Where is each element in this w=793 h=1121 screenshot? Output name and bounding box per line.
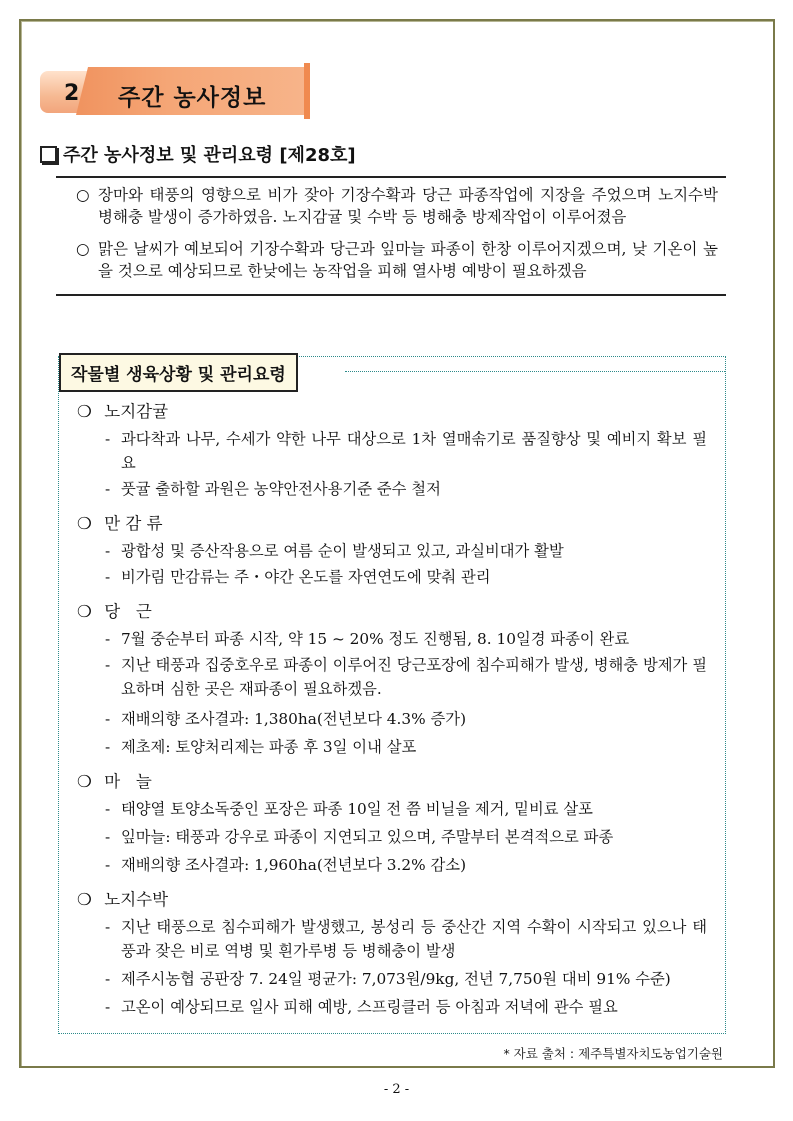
checkbox-square-icon xyxy=(40,146,57,163)
list-item: - 재배의향 조사결과: 1,380ha(전년보다 4.3% 증가) xyxy=(105,710,467,728)
list-item: - 제주시농협 공판장 7. 24일 평균가: 7,073원/9kg, 전년 7,750원 대비 91% 수준) xyxy=(105,970,671,988)
list-item: - 풋귤 출하할 과원은 농약안전사용기준 준수 철저 xyxy=(105,480,441,498)
list-item: - 지난 태풍으로 침수피해가 발생했고, 봉성리 등 중산간 지역 수확이 시작되고 있으나 태풍과 잦은 비로 역병 및 흰가루병 등 병해충이 발생 xyxy=(105,918,707,960)
circle-bullet-icon: ○ xyxy=(76,240,90,258)
list-item: - 과다착과 나무, 수세가 약한 나무 대상으로 1차 열매솎기로 품질향상 및 예비지 확보 필요 xyxy=(105,430,707,472)
list-item: - 비가림 만감류는 주・야간 온도를 자연연도에 맞춰 관리 xyxy=(105,568,491,586)
list-item: - 광합성 및 증산작용으로 여름 순이 발생되고 있고, 과실비대가 활발 xyxy=(105,542,564,560)
page-number: - 2 - xyxy=(383,1082,410,1097)
crop-box-title: 작물별 생육상황 및 관리요령 xyxy=(59,353,298,392)
source-note: * 자료 출처 : 제주특별자치도농업기술원 xyxy=(503,1046,723,1061)
list-item: - 태양열 토양소독중인 포장은 파종 10일 전 쯤 비닐을 제거, 밑비료 살포 xyxy=(105,800,593,818)
summary-paragraph: ○ 장마와 태풍의 영향으로 비가 잦아 기장수확과 당근 파종작업에 지장을 주었으며 노지수박 병해충 발생이 증가하였음. 노지감귤 및 수박 등 병해충 방제작업이 이루어졌음 xyxy=(76,186,718,226)
crop-heading: ❍ 마 늘 xyxy=(77,769,707,795)
crop-management-box xyxy=(58,356,726,1034)
section-header xyxy=(40,63,310,119)
circle-bullet-icon: ❍ xyxy=(77,602,92,621)
crop-heading: ❍ 만 감 류 xyxy=(77,511,707,537)
list-item: - 잎마늘: 태풍과 강우로 파종이 지연되고 있으며, 주말부터 본격적으로 파종 xyxy=(105,828,614,846)
list-item: - 재배의향 조사결과: 1,960ha(전년보다 3.2% 감소) xyxy=(105,856,467,874)
section-number: 2 xyxy=(64,81,80,106)
circle-bullet-icon: ❍ xyxy=(77,772,92,791)
subtitle-text: 주간 농사정보 및 관리요령 [제28호] xyxy=(63,145,356,166)
circle-bullet-icon: ○ xyxy=(76,186,90,204)
list-item: - 고온이 예상되므로 일사 피해 예방, 스프링클러 등 아침과 저녁에 관수 필요 xyxy=(105,998,618,1016)
summary-paragraph: ○ 맑은 날씨가 예보되어 기장수확과 당근과 잎마늘 파종이 한창 이루어지겠으며, 낮 기온이 높을 것으로 예상되므로 한낮에는 농작업을 피해 열사병 예방이 필요하겠음 xyxy=(76,240,718,280)
crop-heading: ❍ 당 근 xyxy=(77,599,707,625)
crop-heading: ❍ 노지감귤 xyxy=(77,399,707,425)
summary-section xyxy=(56,176,726,296)
circle-bullet-icon: ❍ xyxy=(77,514,92,533)
list-item: - 7월 중순부터 파종 시작, 약 15 ~ 20% 정도 진행됨, 8. 10일경 파종이 완료 xyxy=(105,630,630,648)
list-item: - 제초제: 토양처리제는 파종 후 3일 이내 살포 xyxy=(105,738,417,756)
circle-bullet-icon: ❍ xyxy=(77,402,92,421)
crop-heading: ❍ 노지수박 xyxy=(77,887,707,913)
section-title: 주간 농사정보 xyxy=(118,85,267,111)
list-item: - 지난 태풍과 집중호우로 파종이 이루어진 당근포장에 침수피해가 발생, 병해충 방제가 필요하며 심한 곳은 재파종이 필요하겠음. xyxy=(105,656,707,698)
document-subtitle xyxy=(40,141,356,167)
circle-bullet-icon: ❍ xyxy=(77,890,92,909)
crop-list xyxy=(77,399,707,1021)
